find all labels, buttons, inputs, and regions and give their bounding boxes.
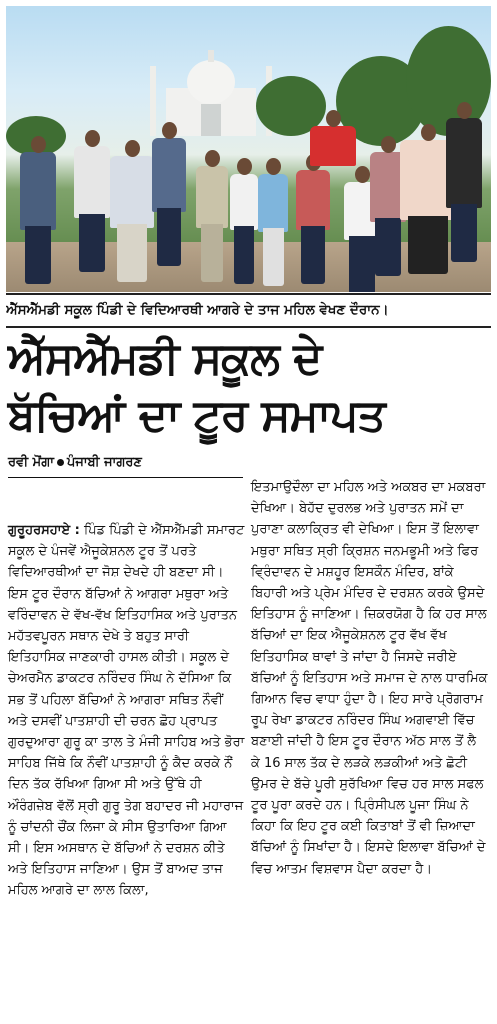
byline (8, 452, 243, 474)
byline-author: ਰਵੀ ਮੋਂਗਾ (8, 455, 54, 470)
article-column-right (251, 477, 488, 880)
person (310, 126, 356, 166)
group-photo (6, 6, 491, 292)
person (152, 138, 186, 212)
headline-line-1: ਐੱਸਐੱਮਡੀ ਸਕੂਲ ਦੇ (8, 333, 322, 384)
article-paragraph (8, 520, 245, 902)
person (446, 118, 482, 208)
person (258, 174, 288, 232)
photo-caption: ਐੱਸਐੱਮਡੀ ਸਕੂਲ ਪਿੰਡੀ ਦੇ ਵਿਦਿਆਰਥੀ ਆਗਰੇ ਦੇ ਤਾਜ ਮਹਿਲ ਵੇਖਣ ਦੌਰਾਨ। (6, 293, 491, 328)
person (296, 170, 330, 230)
person (110, 156, 154, 228)
divider (8, 477, 243, 478)
article-column-left (8, 520, 245, 902)
person (20, 152, 56, 230)
headline (8, 330, 490, 444)
byline-publication: ਪੰਜਾਬੀ ਜਾਗਰਣ (66, 455, 142, 470)
person (196, 166, 228, 228)
bullet-icon (57, 459, 64, 466)
person (74, 146, 110, 218)
dateline: ਗੁਰੂਹਰਸਹਾਏ : (8, 523, 80, 538)
person (230, 174, 258, 230)
headline-line-2: ਬੱਚਿਆਂ ਦਾ ਟੂਰ ਸਮਾਪਤ (8, 390, 385, 441)
article-text-right: ਇਤਮਾਉਦੌਲਾ ਦਾ ਮਹਿਲ ਅਤੇ ਅਕਬਰ ਦਾ ਮਕਬਰਾ ਦੇਖਿਆ। ਬੇਹੱਦ ਦੁਰਲਭ ਅਤੇ ਪੁਰਾਤਨ ਸਮੇਂ ਦਾ ਪੁਰਾਣਾ ਕਲਾਕ੍ਰਿਤ ਵੀ ਦੇਖਿਆ। ਇਸ ਤੋਂ ਇਲਾਵਾ ਮਥੁਰਾ ਸਥਿਤ ਸ੍ਰੀ ਕ੍ਰਿਸ਼ਨ ਜਨਮਭੂਮੀ ਅਤੇ ਫਿਰ ਵ੍ਰਿੰਦਾਵਨ ਦੇ ਮਸ਼ਹੂਰ ਇਸਕੌਨ ਮੰਦਿਰ, ਬਾਂਕੇ ਬਿਹਾਰੀ ਅਤੇ ਪ੍ਰੇਮ ਮੰਦਿਰ ਦੇ ਦਰਸ਼ਨ ਕਰਕੇ ਉਸਦੇ ਇਤਿਹਾਸ ਨੂੰ ਜਾਣਿਆ। ਜ਼ਿਕਰਯੋਗ ਹੈ ਕਿ ਹਰ ਸਾਲ ਬੱਚਿਆਂ ਦਾ ਇਕ ਐਜੂਕੇਸ਼ਨਲ ਟੂਰ ਵੱਖ ਵੱਖ ਇਤਿਹਾਸਿਕ ਥਾਵਾਂ ਤੇ ਜਾਂਦਾ ਹੈ ਜਿਸਦੇ ਜਰੀਏ ਬੱਚਿਆਂ ਨੂੰ ਇਤਿਹਾਸ ਅਤੇ ਸਮਾਜ ਦੇ ਨਾਲ ਧਾਰਮਿਕ ਗਿਆਨ ਵਿਚ ਵਾਧਾ ਹੁੰਦਾ ਹੈ। ਇਹ ਸਾਰੇ ਪ੍ਰੋਗਰਾਮ ਰੂਪ ਰੇਖਾ ਡਾਕਟਰ ਨਰਿੰਦਰ ਸਿੰਘ ਅਗਵਾਈ ਵਿੱਚ ਬਣਾਈ ਜਾਂਦੀ ਹੈ ਇਸ ਟੂਰ ਦੌਰਾਨ ਅੱਠ ਸਾਲ ਤੋਂ ਲੈ ਕੇ 16 ਸਾਲ ਤੱਕ ਦੇ ਲੜਕੇ ਲੜਕੀਆਂ ਅਤੇ ਛੋਟੀ ਉਮਰ ਦੇ ਬੱਚੇ ਪੂਰੀ ਸੁਰੱਖਿਆ ਵਿਚ ਹਰ ਸਾਲ ਸਫਲ ਟੂਰ ਪੂਰਾ ਕਰਦੇ ਹਨ। ਪ੍ਰਿੰਸੀਪਲ ਪੂਜਾ ਸਿੰਘ ਨੇ ਕਿਹਾ ਕਿ ਇਹ ਟੂਰ ਕਈ ਕਿਤਾਬਾਂ ਤੋਂ ਵੀ ਜ਼ਿਆਦਾ ਬੱਚਿਆਂ ਨੂੰ ਸਿਖਾਂਦਾ ਹੈ। ਇਸਦੇ ਇਲਾਵਾ ਬੱਚਿਆਂ ਦੇ ਵਿਚ ਆਤਮ ਵਿਸ਼ਵਾਸ ਪੈਦਾ ਕਰਦਾ ਹੈ। (251, 480, 488, 877)
article-text-left: ਪਿੰਡ ਪਿੰਡੀ ਦੇ ਐੱਸਐੱਮਡੀ ਸਮਾਰਟ ਸਕੂਲ ਦੇ ਪੰਜਵੇਂ ਐਜੂਕੇਸ਼ਨਲ ਟੂਰ ਤੋਂ ਪਰਤੇ ਵਿਦਿਆਰਥੀਆਂ ਦਾ ਜੋਸ਼ ਦੇਖਦੇ ਹੀ ਬਣਦਾ ਸੀ। ਇਸ ਟੂਰ ਦੌਰਾਨ ਬੱਚਿਆਂ ਨੇ ਆਗਰਾ ਮਥੁਰਾ ਅਤੇ ਵਰਿੰਦਾਵਨ ਦੇ ਵੱਖ-ਵੱਖ ਇਤਿਹਾਸਿਕ ਅਤੇ ਪੁਰਾਤਨ ਮਹੱਤਵਪੂਰਨ ਸਥਾਨ ਦੇਖੇ ਤੇ ਬਹੁਤ ਸਾਰੀ ਇਤਿਹਾਸਿਕ ਜਾਣਕਾਰੀ ਹਾਸਲ ਕੀਤੀ। ਸਕੂਲ ਦੇ ਚੇਅਰਮੈਨ ਡਾਕਟਰ ਨਰਿੰਦਰ ਸਿੰਘ ਨੇ ਦੱਸਿਆ ਕਿ ਸਭ ਤੋਂ ਪਹਿਲਾ ਬੱਚਿਆਂ ਨੇ ਆਗਰਾ ਸਥਿਤ ਨੌਵੀਂ ਅਤੇ ਦਸਵੀਂ ਪਾਤਸ਼ਾਹੀ ਦੀ ਚਰਨ ਛੋਹ ਪ੍ਰਾਪਤ ਗੁਰਦੁਆਰਾ ਗੁਰੂ ਕਾ ਤਾਲ ਤੇ ਮੰਜੀ ਸਾਹਿਬ ਅਤੇ ਭੋਰਾ ਸਾਹਿਬ ਜਿੱਥੇ ਕਿ ਨੌਵੀਂ ਪਾਤਸ਼ਾਹੀ ਨੂੰ ਕੈਦ ਕਰਕੇ ਨੌਂ ਦਿਨ ਤੱਕ ਰੱਖਿਆ ਗਿਆ ਸੀ ਅਤੇ ਉੱਥੇ ਹੀ ਔਰੰਗਜ਼ੇਬ ਵੱਲੋਂ ਸ੍ਰੀ ਗੁਰੂ ਤੇਗ ਬਹਾਦਰ ਜੀ ਮਹਾਰਾਜ ਨੂੰ ਚਾਂਦਨੀ ਚੌਂਕ ਲਿਜਾ ਕੇ ਸੀਸ ਉਤਾਰਿਆ ਗਿਆ ਸੀ। ਇਸ ਅਸਥਾਨ ਦੇ ਬੱਚਿਆਂ ਨੇ ਦਰਸ਼ਨ ਕੀਤੇ ਅਤੇ ਇਤਿਹਾਸ ਜਾਣਿਆ। ਉਸ ਤੋਂ ਬਾਅਦ ਤਾਜ ਮਹਿਲ ਆਗਰੇ ਦਾ ਲਾਲ ਕਿਲਾ, (8, 523, 245, 899)
